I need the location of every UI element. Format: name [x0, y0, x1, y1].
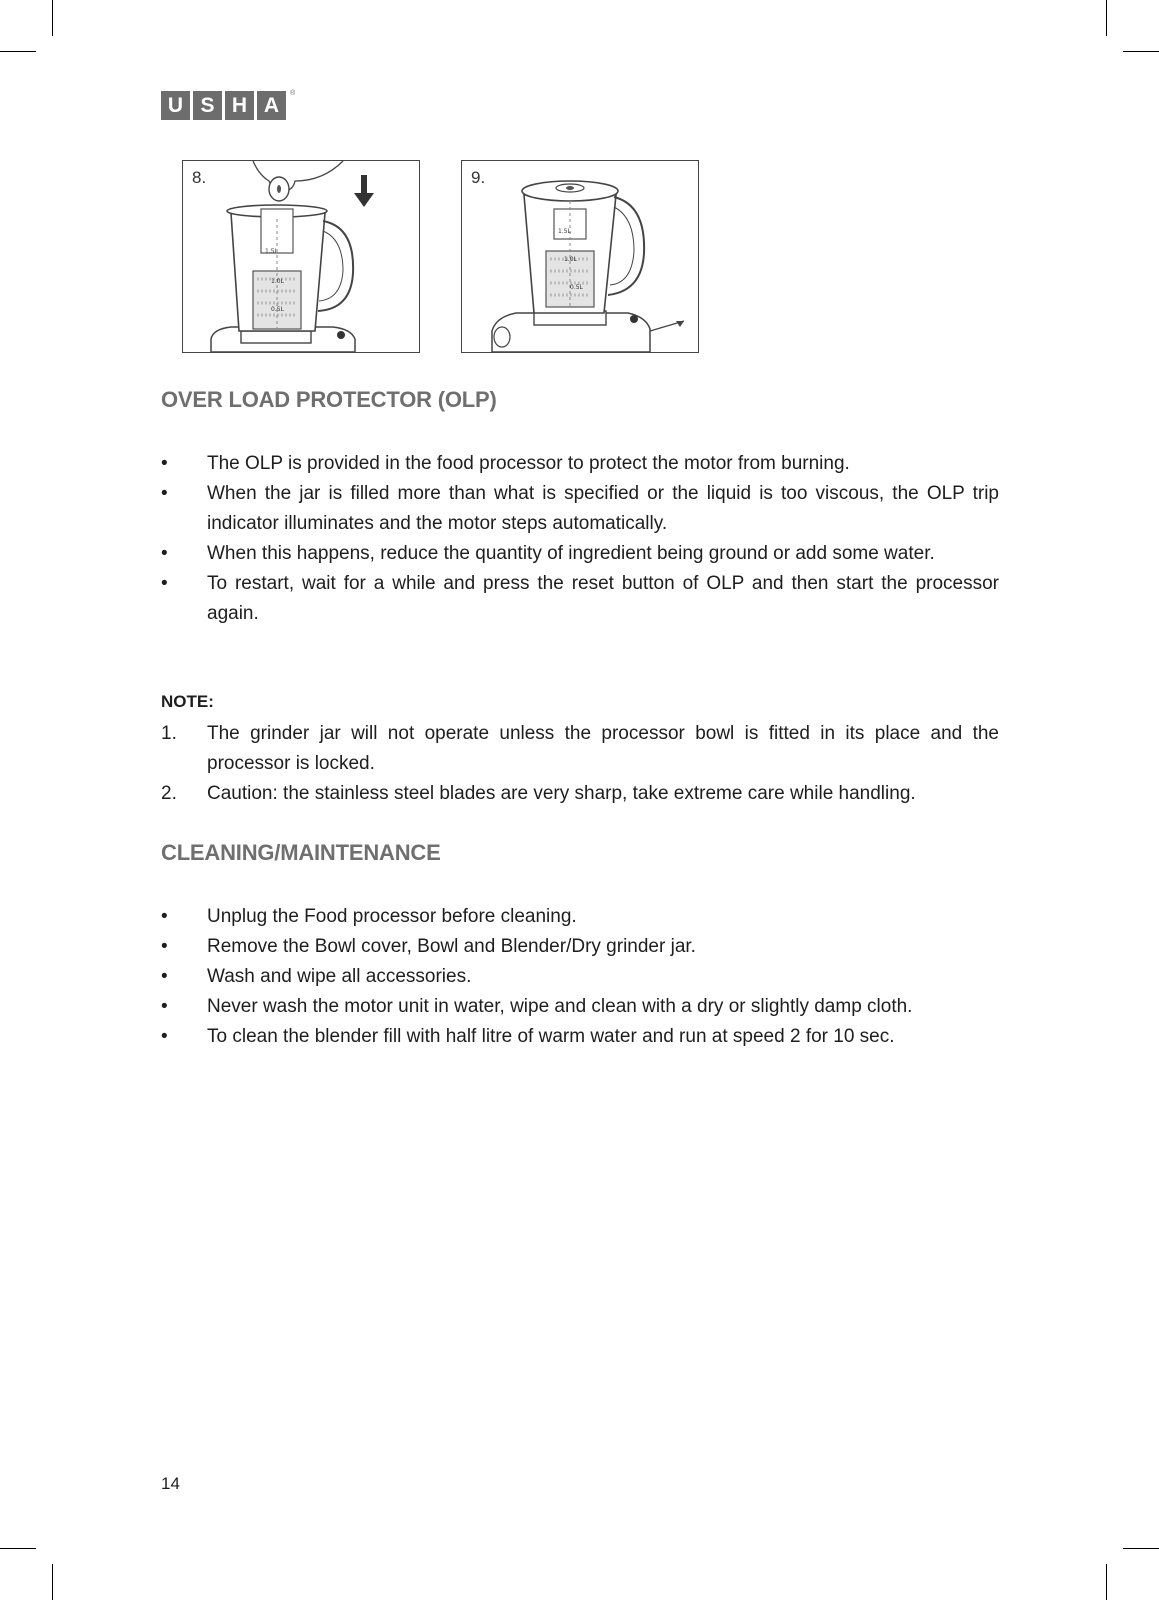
list-item-text: When this happens, reduce the quantity of ingredient being ground or add some water. [207, 543, 935, 564]
list-item [161, 569, 999, 629]
list-item [161, 449, 999, 479]
scale-label: 1.0L [271, 278, 284, 285]
figure-8 [182, 160, 420, 353]
number-marker: 2. [161, 783, 177, 804]
blender-illustration-8 [183, 161, 419, 352]
bullet-marker: • [161, 936, 168, 957]
scale-label: 1.5L [265, 248, 278, 255]
crop-mark [1106, 1564, 1107, 1600]
crop-mark [52, 0, 53, 36]
list-item [161, 539, 999, 569]
figure-9 [461, 160, 699, 353]
bullet-marker: • [161, 453, 168, 474]
registered-mark: ® [290, 90, 296, 97]
olp-bullet-list [161, 449, 999, 629]
note-label: NOTE: [161, 692, 214, 711]
figure-number: 8. [192, 168, 207, 187]
list-item [161, 932, 999, 962]
list-item-text: To restart, wait for a while and press the reset button of OLP and then start the processor again. [207, 573, 999, 624]
crop-mark [0, 51, 36, 52]
list-item-text: Wash and wipe all accessories. [207, 966, 472, 987]
number-marker: 1. [161, 723, 177, 744]
scale-label: 1.5L [558, 228, 571, 235]
bullet-marker: • [161, 1026, 168, 1047]
list-item [161, 719, 999, 779]
list-item [161, 479, 999, 539]
list-item-text: The OLP is provided in the food processor to protect the motor from burning. [207, 453, 850, 474]
scale-label: 1.0L [564, 256, 577, 263]
bullet-marker: • [161, 966, 168, 987]
crop-mark [1106, 0, 1107, 36]
list-item-text: Unplug the Food processor before cleaning. [207, 906, 577, 927]
bullet-marker: • [161, 906, 168, 927]
olp-heading: OVER LOAD PROTECTOR (OLP) [161, 387, 497, 412]
note-list [161, 719, 999, 809]
bullet-marker: • [161, 573, 168, 594]
usha-logo [161, 91, 295, 120]
logo-letter: S [193, 91, 222, 120]
list-item [161, 992, 999, 1022]
cleaning-bullet-list [161, 902, 999, 1052]
list-item-text: Never wash the motor unit in water, wipe and clean with a dry or slightly damp cloth. [207, 996, 913, 1017]
list-item-text: The grinder jar will not operate unless the processor bowl is fitted in its place and the processor is locked. [207, 723, 999, 774]
list-item [161, 779, 999, 809]
scale-label: 0.5L [271, 306, 284, 313]
crop-mark [1123, 51, 1159, 52]
list-item [161, 1022, 999, 1052]
logo-letter: A [257, 91, 286, 120]
logo-letter: H [225, 91, 254, 120]
crop-mark [52, 1564, 53, 1600]
list-item [161, 962, 999, 992]
crop-mark [1123, 1548, 1159, 1549]
list-item-text: Caution: the stainless steel blades are very sharp, take extreme care while handling. [207, 783, 916, 804]
figure-number: 9. [471, 168, 486, 187]
page-number: 14 [161, 1474, 180, 1493]
bullet-marker: • [161, 996, 168, 1017]
bullet-marker: • [161, 483, 168, 504]
logo-letter: U [161, 91, 190, 120]
scale-label: 0.5L [570, 284, 583, 291]
list-item-text: When the jar is filled more than what is specified or the liquid is too viscous, the OLP trip indicator illuminates and the motor steps automatically. [207, 483, 999, 534]
list-item-text: Remove the Bowl cover, Bowl and Blender/Dry grinder jar. [207, 936, 696, 957]
blender-illustration-9 [462, 161, 698, 352]
list-item [161, 902, 999, 932]
list-item-text: To clean the blender fill with half litre of warm water and run at speed 2 for 10 sec. [207, 1026, 895, 1047]
bullet-marker: • [161, 543, 168, 564]
cleaning-heading: CLEANING/MAINTENANCE [161, 840, 441, 865]
crop-mark [0, 1548, 36, 1549]
